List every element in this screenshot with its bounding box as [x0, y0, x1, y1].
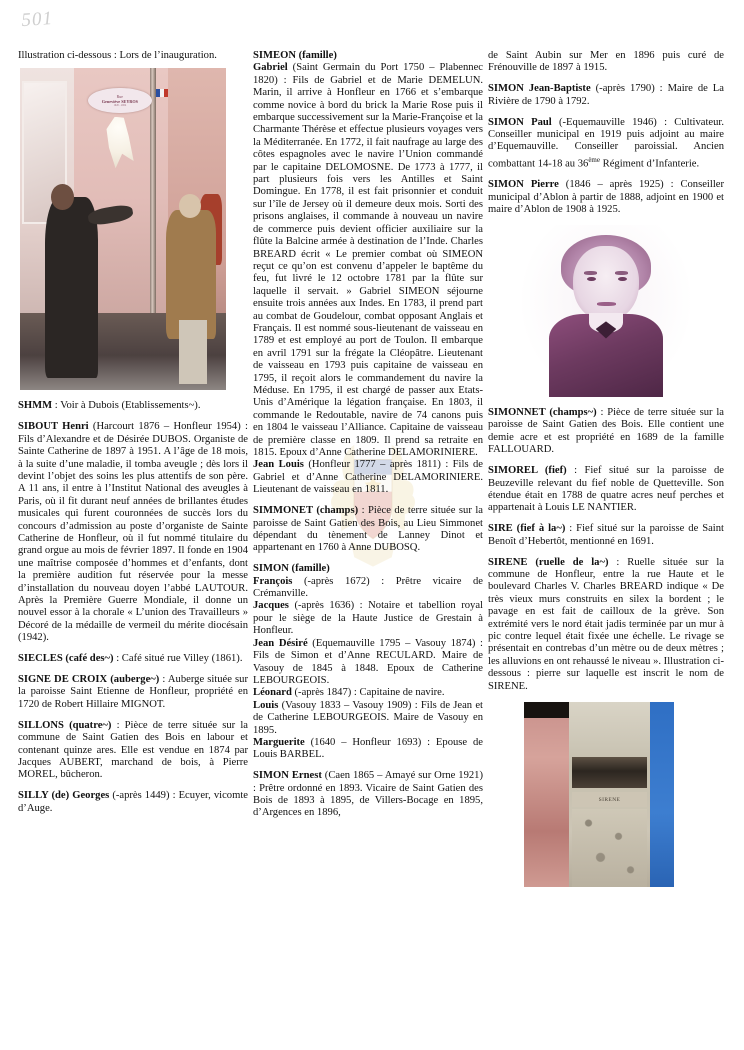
entry-simonnet-lead: SIMONNET (champs~) [488, 407, 597, 418]
stone-carved-recess [572, 757, 647, 788]
entry-simon-jacques-body: (-après 1636) : Notaire et tabellion royal pour le siège de la Haute Justice de Grestain à Honfleur. [253, 600, 483, 637]
entry-sibout-henri-lead: SIBOUT Henri [18, 421, 89, 433]
portrait-brow-right [615, 271, 629, 274]
entry-simonnet-body: : Pièce de terre située sur la paroisse de Saint Gatien des Bois. Elle contient une demie acre et est propriété en 1689 de la famille FALLOUARD. [488, 407, 724, 456]
entry-simon-paul-ordinal: ème [588, 155, 600, 164]
photo-inauguration [20, 68, 226, 390]
entry-simorel-body: : Fief situé sur la paroisse de Beuzeville relevant du fief noble de Quetteville. Son étendue était en 1788 de quatre acres neuf perches et appartenait à Louis LE NANTIER. [488, 465, 724, 514]
entry-sire-lead: SIRE (fief à la~) [488, 523, 566, 535]
entry-simon-marguerite-body: (1640 – Honfleur 1693) : Epouse de Louis BARBEL. [253, 736, 483, 761]
entry-simon-jean-desire-body: (Equemauville 1795 – Vasouy 1874) : Fils de Simon et d’Anne RECULARD. Maire de Vasouy de 1845 à 1848. Epoux de Catherine LEBOURGEOIS. [253, 637, 483, 686]
entry-simeon-famille-heading-text: SIMEON (famille) [253, 50, 337, 61]
entry-silly-georges [18, 790, 248, 815]
entry-simeon-jean-louis-body: (Honfleur 1777 – après 1811) : Fils de Gabriel et d’Anne Catherine DELAMORINIERE. Lieutenant de vaisseau en 1811. [253, 459, 483, 496]
entry-simon-famille-heading-text: SIMON (famille) [253, 563, 330, 575]
column-left [18, 50, 248, 1040]
photo-person-dark-suit [45, 197, 99, 377]
entry-simon-leonard-body: (-après 1847) : Capitaine de navire. [291, 687, 445, 699]
entry-sirene [488, 557, 724, 693]
portrait-brow-left [584, 271, 598, 274]
entry-simmonet-body: : Pièce de terre située sur la paroisse de Saint Gatien des Bois, au Lieu Simmonet dépendant du tènement de Lanney Dinot et appartenant en 1760 à Anne DUBOSQ. [253, 505, 483, 554]
entry-signe-de-croix-lead: SIGNE DE CROIX (auberge~) [18, 674, 160, 686]
entry-simon-ernest-lead: SIMON Ernest [253, 770, 322, 782]
entry-simon-ernest-body: (Caen 1865 – Amayé sur Orne 1921) : Prêtre ordonné en 1893. Vicaire de Saint Gatien des Bois de 1893 à 1895, de Villers-Bocage en 1895, d’Argences en 1896, [253, 770, 483, 819]
entry-simon-jean-desire-lead: Jean Désiré [253, 637, 308, 649]
stone-inscription-text: SIRENE [598, 796, 621, 803]
portrait-eye-right [618, 277, 627, 281]
entry-silly-georges-body: (-après 1449) : Ecuyer, vicomte d’Auge. [18, 790, 248, 814]
entry-simon-pierre-body: (1846 – après 1925) : Conseiller municipal d’Ablon à partir de 1888, adjoint en 1900 et maire d’Ablon de 1908 à 1925. [488, 179, 724, 216]
entry-simeon-jean-louis-lead: Jean Louis [253, 459, 304, 471]
entry-sillons [18, 720, 248, 782]
stone-dark-corner [524, 702, 569, 719]
portrait-mouth [597, 302, 616, 305]
entry-simeon-gabriel [253, 62, 483, 459]
entry-sibout-henri-body: (Harcourt 1876 – Honfleur 1954) : Fils d’Alexandre et de Désirée DUBOS. Organiste de Sainte Catherine de 1897 à 1951. A l’âge de 18 mois, à la suite d’une maladie, il tomba aveugle ; dès lors il devint l’objet des soins les plus attentifs de son père. A 11 ans, il entre à l’Institut National des aveugles à Paris, où il fit durant neuf années de brillantes études musicales qui furent couronnées de succès lors du concours d’admission au poste d’organiste de Sainte Catherine de Honfleur, où il fut nommé titulaire du grand orgue au mois de février 1897. Il fonde en 1904 une maîtrise composée d’hommes et d’enfants, dont la première audition fut réservée pour la messe d’installation du nouveau doyen l’abbé LAUTOUR. Après la Première Guerre Mondiale, il donne un nouvel essor à la chorale « L’union des Travailleurs » Décoré de la médaille de vermeil du mérite diocésain (1942). [18, 421, 248, 644]
photo-person-tan-legs [179, 320, 208, 384]
stone-lower-block [572, 809, 647, 887]
entry-simon-jean-desire [253, 638, 483, 688]
entry-simon-louis-lead: Louis [253, 699, 279, 711]
entry-sire [488, 523, 724, 548]
entry-simon-leonard-lead: Léonard [253, 687, 292, 699]
entry-simon-jean-baptiste [488, 83, 724, 108]
stone-sky [650, 702, 674, 887]
entry-simorel [488, 465, 724, 515]
entry-simon-francois [253, 576, 483, 601]
entry-simon-marguerite-lead: Marguerite [253, 736, 305, 748]
portrait-face [573, 246, 638, 322]
entry-simeon-gabriel-lead: Gabriel [253, 62, 288, 74]
entry-siecles-body: : Café situé rue Villey (1861). [113, 653, 243, 665]
entry-simmonet [253, 505, 483, 555]
entry-siecles [18, 653, 248, 665]
entry-simorel-lead: SIMOREL (fief) [488, 465, 567, 477]
entry-siecles-lead: SIECLES (café des~) [18, 653, 114, 665]
entry-sillons-lead: SILLONS (quatre~) [18, 719, 112, 731]
entry-simon-paul-body: (-Equemauville 1946) : Cultivateur. Conseiller municipal en 1919 puis adjoint au maire d’Equemauville. Conseiller paroissial. Ancien combattant 14-18 au 36 [488, 116, 724, 170]
photo-french-flag [156, 89, 168, 97]
entry-simon-marguerite [253, 737, 483, 762]
entry-simon-ernest-continuation [488, 50, 724, 75]
photo-person-dark-head [51, 184, 74, 210]
entry-simon-paul-body2: Régiment d’Infanterie. [600, 158, 700, 170]
entry-silly-georges-lead: SILLY (de) Georges [18, 790, 110, 802]
entry-simon-paul-lead: SIMON Paul [488, 116, 552, 128]
entry-simon-famille-heading [253, 563, 483, 575]
stone-inscription [572, 792, 647, 807]
street-sign-plate [88, 88, 152, 114]
entry-signe-de-croix [18, 674, 248, 711]
street-sign-line-1: Rue [116, 94, 124, 99]
entry-simon-francois-lead: François [253, 575, 293, 587]
entry-simon-louis [253, 700, 483, 737]
stone-brick-wall [524, 702, 569, 887]
entry-sirene-body: : Ruelle située sur la commune de Honfleur, entre la rue Haute et le boulevard Charles V. Charles BREARD indique « De très vieux murs construits en silex la bordent ; le pavage en est fait de cailloux de la grève. Son extrémité vers le nord était jadis terminée par un mur à pic contre lequel était fixée une échelle. Le rivage se présentait en contrebas d’un mètre ou de deux mètres ; les alluvions en ont rehaussé le niveau ». Illustration ci-dessous : pierre sur laquelle est inscrit le nom de SIRENE. [488, 556, 724, 692]
entry-shmm-lead: SHMM [18, 400, 53, 412]
three-column-body [18, 50, 728, 1040]
entry-simon-ernest [253, 770, 483, 820]
entry-sirene-lead: SIRENE (ruelle de la~) [488, 556, 609, 568]
column-right [488, 50, 724, 1040]
entry-simon-jacques-lead: Jacques [253, 600, 289, 612]
street-sign-line-3: 1920 - 2004 [113, 103, 127, 107]
entry-simon-jean-baptiste-body: (-après 1790) : Maire de La Rivière de 1790 à 1792. [488, 83, 724, 107]
handwritten-page-mark: 501 [20, 7, 54, 32]
entry-simon-pierre-lead: SIMON Pierre [488, 179, 559, 191]
photo-portrait-simon-pierre [520, 225, 692, 397]
column-middle [253, 50, 483, 1040]
entry-shmm [18, 400, 248, 412]
photo-sirene-stone [524, 702, 674, 887]
entry-sibout-henri [18, 421, 248, 644]
entry-simon-francois-body: (-après 1672) : Prêtre vicaire de Crémanville. [253, 575, 483, 600]
entry-sire-body: : Fief situé sur la paroisse de Saint Benoît d’Hebertôt, mentionné en 1691. [488, 523, 724, 547]
entry-simeon-famille-heading [253, 50, 483, 62]
entry-simeon-jean-louis [253, 459, 483, 496]
entry-shmm-body: : Voir à Dubois (Etablissements~). [52, 400, 201, 412]
entry-simon-louis-body: (Vasouy 1833 – Vasouy 1909) : Fils de Jean et de Catherine LEBOURGEOIS. Maire de Vasouy en 1895. [253, 699, 483, 736]
portrait-eye-left [587, 277, 596, 281]
caption-inauguration: Illustration ci-dessous : Lors de l’inauguration. [18, 50, 217, 61]
entry-simmonet-lead: SIMMONET (champs) [253, 505, 359, 517]
entry-simon-jean-baptiste-lead: SIMON Jean-Baptiste [488, 83, 591, 95]
entry-signe-de-croix-body: : Auberge située sur la paroisse Saint Etienne de Honfleur, propriété en 1720 de Robert Hillaire MIGNOT. [18, 674, 248, 710]
entry-simonnet [488, 407, 724, 457]
entry-simon-paul [488, 117, 724, 171]
entry-simon-jacques [253, 600, 483, 637]
entry-simon-pierre [488, 179, 724, 216]
entry-simeon-gabriel-body: (Saint Germain du Port 1750 – Plabennec 1820) : Fils de Gabriel et de Marie DEMELUN. Marin, il arrive à Honfleur en 1766 et s’embarque comme novice à bord du brick la Marie Rose puis il embarque successivement sur la Marie-Françoise et la Charmante Thérèse et effectue plusieurs voyages vers la Méditerranée. En 1772, il fait naufrage au large des côtes espagnoles avec le navire l’Union commandé par le capitaine DELOMOSNE. De 1773 à 1777, il part plusieurs fois vers les Antilles et Saint Domingue. En 1778, il est fait prisonnier et conduit sur l’île de Jersey où il demeure deux mois. Sorti des prisons anglaises, il commande à nouveau un navire de commerce puis devient officier auxiliaire sur la flûte la Balcine armée à destination de l’Inde. Charles BREARD écrit « Le premier combat où SIMEON reçut ce qu’on est convenu d’appeler le baptême du feu, fut livré le 12 octobre 1781 par la flûte sur laquelle il servait. » Gabriel SIMEON séjourne ensuite trois années aux Indes. En 1783, il prend part au combat de Goudelour, combat opposant Anglais et Français. Il est nommé sous-lieutenant de vaisseau en 1789 et est employé au port de Toulon. Il embarque en avril 1791 sur la frégate la Cléopâtre. Lieutenant de vaisseau en 1793 puis capitaine de vaisseau en 1795, il reçoit alors le commandement du navire la Méduse. En 1795, il est chargé de passer aux Etats-Unis d’Amérique la légation française. En 1803, il commande le Redoutable, navire de 74 canons puis en 1804 le vaisseau l’Alliance. Capitaine de vaisseau de première classe en 1809. Il prend sa retraite en 1815. Epoux d’Anne Catherine DELAMORINIERE. [253, 62, 483, 458]
entry-simon-leonard [253, 687, 483, 699]
entry-sillons-body: : Pièce de terre située sur la commune de Saint Gatien des Bois en labour et contenant quinze ares. Elle est vendue en 1874 par Jacques AUBERT, marchand de bois, à Pierre MOREL, bûcheron. [18, 719, 248, 781]
entry-simon-ernest-continuation-body: de Saint Aubin sur Mer en 1896 puis curé de Frénouville de 1897 à 1915. [488, 50, 724, 74]
street-sign-line-2: Geneviève SEYROS [101, 98, 138, 104]
